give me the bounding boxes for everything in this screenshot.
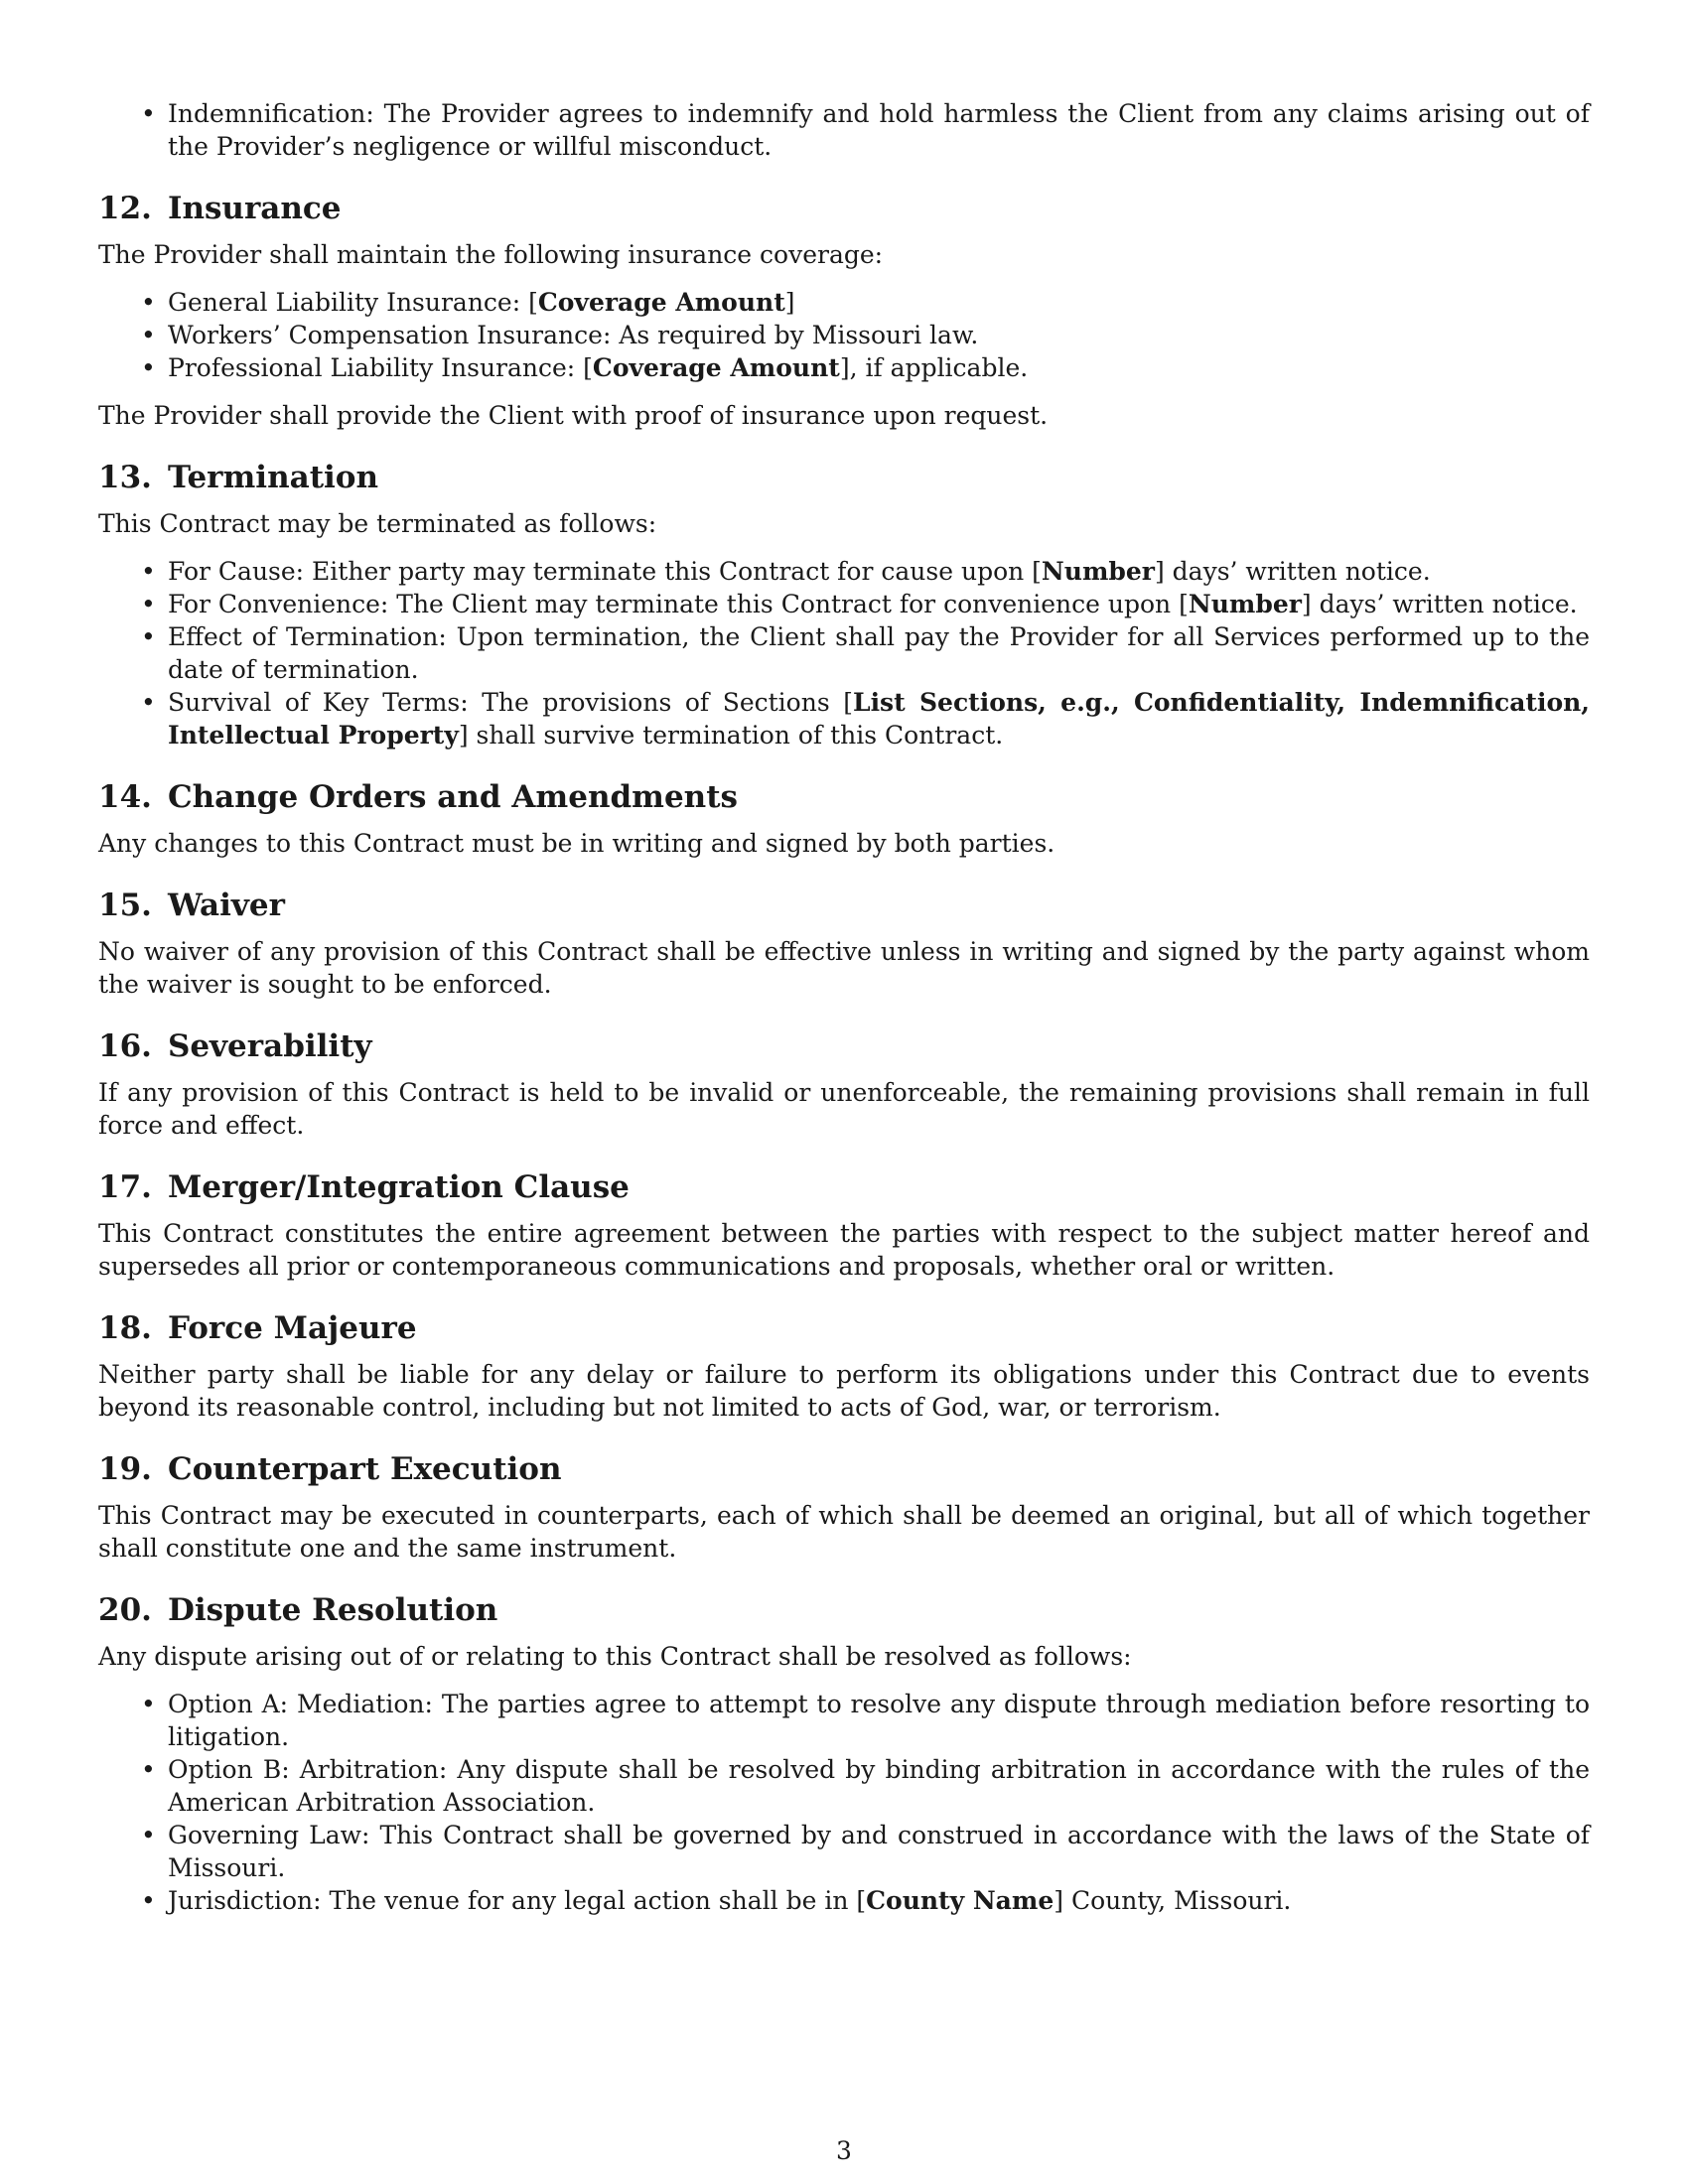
list-item: • General Liability Insurance: [Coverage Amount] bbox=[168, 286, 1590, 319]
list-item: • Workers’ Compensation Insurance: As required by Missouri law. bbox=[168, 319, 1590, 351]
indemnification-list bbox=[98, 97, 1590, 163]
section-heading-dispute-resolution: 20. Dispute Resolution bbox=[98, 1592, 498, 1628]
list-item: • Survival of Key Terms: The provisions of Sections [List Sections, e.g., Confidentiality, Indemnification, Intellectual Property] shall survive termination of this Contract. bbox=[168, 686, 1590, 751]
section-heading-merger: 17. Merger/Integration Clause bbox=[98, 1169, 630, 1205]
list-item: • Effect of Termination: Upon termination, the Client shall pay the Provider for all Services performed up to the date of termination. bbox=[168, 620, 1590, 686]
termination-list bbox=[98, 555, 1590, 751]
section-paragraph: This Contract may be executed in counterparts, each of which shall be deemed an original, but all of which together shall constitute one and the same instrument. bbox=[98, 1501, 1590, 1563]
list-item: • For Convenience: The Client may terminate this Contract for convenience upon [Number] days’ written notice. bbox=[168, 588, 1590, 620]
page-number: 3 bbox=[836, 2136, 852, 2165]
section-heading-severability: 16. Severability bbox=[98, 1028, 372, 1064]
section-paragraph: The Provider shall provide the Client with proof of insurance upon request. bbox=[98, 401, 1049, 430]
section-heading-waiver: 15. Waiver bbox=[98, 887, 285, 923]
section-paragraph: No waiver of any provision of this Contract shall be effective unless in writing and signed by the party against whom the waiver is sought to be enforced. bbox=[98, 937, 1590, 999]
section-intro: This Contract may be terminated as follows: bbox=[98, 509, 657, 538]
section-heading-termination: 13. Termination bbox=[98, 460, 379, 495]
section-heading-change-orders: 14. Change Orders and Amendments bbox=[98, 779, 738, 815]
list-item: • Governing Law: This Contract shall be governed by and construed in accordance with the laws of the State of Missouri. bbox=[168, 1819, 1590, 1884]
list-item: • Professional Liability Insurance: [Coverage Amount], if applicable. bbox=[168, 351, 1590, 384]
document-body bbox=[98, 97, 1590, 1917]
section-intro: The Provider shall maintain the following insurance coverage: bbox=[98, 240, 884, 269]
dispute-list bbox=[98, 1688, 1590, 1917]
section-heading-insurance: 12. Insurance bbox=[98, 191, 342, 226]
section-paragraph: Neither party shall be liable for any delay or failure to perform its obligations under this Contract due to events beyond its reasonable control, including but not limited to acts of God, war, or terrorism. bbox=[98, 1360, 1590, 1422]
section-heading-force-majeure: 18. Force Majeure bbox=[98, 1310, 417, 1346]
section-paragraph: If any provision of this Contract is held to be invalid or unenforceable, the remaining provisions shall remain in full force and effect. bbox=[98, 1078, 1590, 1140]
section-intro: Any dispute arising out of or relating to this Contract shall be resolved as follows: bbox=[98, 1642, 1132, 1671]
list-item: • Jurisdiction: The venue for any legal action shall be in [County Name] County, Missouri. bbox=[168, 1884, 1590, 1917]
section-heading-counterpart: 19. Counterpart Execution bbox=[98, 1451, 562, 1487]
list-item: • For Cause: Either party may terminate this Contract for cause upon [Number] days’ written notice. bbox=[168, 555, 1590, 588]
list-item: • Option A: Mediation: The parties agree to attempt to resolve any dispute through mediation before resorting to litigation. bbox=[168, 1688, 1590, 1753]
list-item: • Indemnification: The Provider agrees to indemnify and hold harmless the Client from any claims arising out of the Provider’s negligence or willful misconduct. bbox=[168, 97, 1590, 163]
section-paragraph: This Contract constitutes the entire agreement between the parties with respect to the subject matter hereof and supersedes all prior or contemporaneous communications and proposals, whether oral or written. bbox=[98, 1219, 1590, 1281]
insurance-list bbox=[98, 286, 1590, 384]
list-item: • Option B: Arbitration: Any dispute shall be resolved by binding arbitration in accordance with the rules of the American Arbitration Association. bbox=[168, 1753, 1590, 1819]
section-paragraph: Any changes to this Contract must be in writing and signed by both parties. bbox=[98, 829, 1055, 858]
